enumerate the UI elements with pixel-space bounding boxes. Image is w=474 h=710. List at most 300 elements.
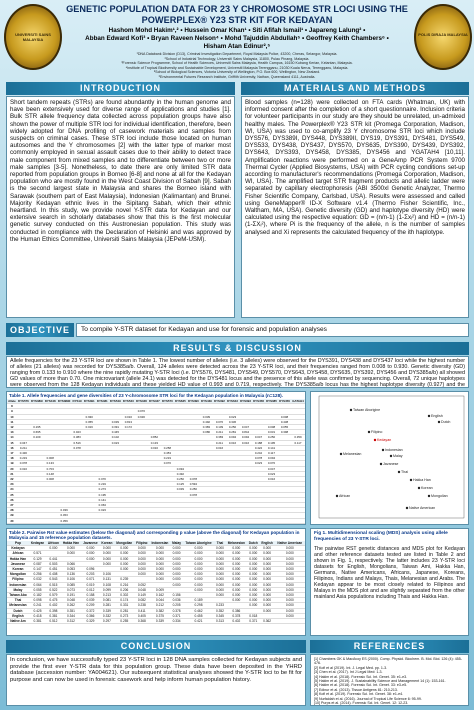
table-header-cell: DYS570 (161, 399, 173, 403)
table-cell: 0.241 (29, 603, 46, 608)
table-cell (265, 523, 278, 525)
table-cell: 0.102 (109, 435, 122, 440)
table-cell: 0.000 (134, 556, 149, 561)
table-cell: 0.000 (226, 587, 248, 592)
table-cell: 0.000 (226, 567, 248, 572)
table-cell: 0.503 (46, 561, 61, 566)
table-cell (44, 523, 57, 525)
table-cell: 0.052 (134, 582, 149, 587)
table-cell: 0.242 (252, 451, 265, 456)
table-cell: 0.344 (61, 613, 82, 618)
table-cell: 0.078 (252, 456, 265, 461)
affiliation: ²School of Industrial Technology, Universiti Sains Malaysia, 11800, Pulau Pinang, Malaysia. (164, 56, 310, 61)
table-cell: 0.000 (259, 577, 274, 582)
table-cell: 0.039 (109, 419, 122, 424)
table-cell: 0.383 (200, 425, 213, 430)
table-cell: 0.391 (109, 425, 122, 430)
table-cell: 0.281 (100, 603, 115, 608)
table-cell: 0.000 (100, 556, 115, 561)
table-cell: 0.000 (215, 572, 224, 577)
table-cell: 20 (7, 466, 17, 471)
table-cell: 0.070 (213, 419, 226, 424)
table-cell: 15 (7, 440, 17, 445)
table-cell: 0.078 (187, 492, 200, 497)
table-cell: Thai (7, 598, 29, 603)
table-cell: 0.421 (183, 619, 215, 624)
table-cell: 0.000 (226, 598, 248, 603)
table-header-cell: English (261, 541, 273, 545)
table-cell: 0.012 (81, 587, 99, 592)
table-cell: 0.000 (226, 593, 248, 598)
table-cell: 0.211 (213, 430, 226, 435)
table-cell: 0.209 (81, 603, 99, 608)
table-cell: 0.205 (170, 603, 182, 608)
mds-plot (311, 392, 468, 524)
mds-label: Indonesian (385, 448, 403, 453)
table-cell: 0.000 (247, 587, 259, 592)
table-cell: 0.000 (215, 577, 224, 582)
table-cell (83, 523, 96, 525)
table-header-cell: Taiwan Aborigine (183, 541, 215, 546)
table-cell: 0.096 (81, 567, 99, 572)
table-cell: 0.211 (213, 440, 226, 445)
table-cell (7, 523, 17, 525)
table-cell: 0.000 (247, 556, 259, 561)
table-cell: 0.039 (81, 598, 99, 603)
table-cell: 0.000 (226, 551, 248, 556)
table-cell: 0.383 (213, 435, 226, 440)
table-cell: 0.000 (275, 598, 305, 603)
table-cell: 0.081 (100, 598, 115, 603)
police-logo (414, 4, 472, 70)
table-cell: 0.023 (265, 471, 278, 476)
table-cell: 0.055 (83, 419, 96, 424)
table-cell: 0.106 (61, 577, 82, 582)
table-cell: 0.000 (149, 551, 170, 556)
methods-box (241, 96, 469, 318)
table-cell: 0.149 (134, 593, 149, 598)
table-cell: 0.000 (149, 567, 170, 572)
introduction-box (6, 96, 235, 318)
table-cell: 0.000 (81, 546, 99, 551)
table-header-cell: GATAH4 (292, 399, 304, 403)
table-cell: 0.331 (114, 603, 134, 608)
table-cell: 0.047 (17, 440, 30, 445)
table-cell: 0.174 (114, 598, 134, 603)
table-cell: 0.082 (134, 598, 149, 603)
table-cell: 0.368 (134, 619, 149, 624)
table-cell: 0.000 (247, 577, 259, 582)
affiliation: ⁴Institute of Tropical Biodiversity and Sustainable Development, Universiti Malaysia Terengganu, 21030 Kuala Nerus, Terengganu, Malaysia. (125, 65, 349, 70)
table1 (7, 399, 305, 525)
table-cell: 0.106 (100, 572, 115, 577)
table-cell: 0.000 (100, 546, 115, 551)
table-cell (226, 523, 239, 525)
table-cell: 0.000 (183, 572, 215, 577)
table-cell: 0.402 (46, 603, 61, 608)
table-cell: 0.000 (275, 556, 305, 561)
table-cell: 0.579 (46, 593, 61, 598)
mds-point (350, 409, 352, 411)
usm-logo (4, 4, 62, 70)
table-cell: 0.023 (109, 440, 122, 445)
table-cell: 0.000 (259, 561, 274, 566)
table-cell: 0.372 (81, 608, 99, 613)
table-cell (161, 523, 174, 525)
table-cell: 0.000 (215, 582, 224, 587)
table-cell: 0.000 (61, 546, 82, 551)
table-cell: 0.195 (30, 425, 44, 430)
table-cell: 0.339 (149, 619, 170, 624)
authors-line1: Hashom Mohd Hakim¹,² • Hussein Omar Khan¹ • Siti Afifah Ismail¹ • Japareng Lalung² • (108, 27, 366, 34)
table-cell: 19 (7, 461, 17, 466)
table-cell: 0.453 (57, 513, 72, 518)
table-cell: 0.371 (247, 619, 259, 624)
table-cell: 0.256 (29, 572, 46, 577)
mds-label: Native American (409, 506, 436, 511)
mds-label: Javanese (383, 462, 399, 467)
table-cell: 0.000 (134, 572, 149, 577)
reference-item: [10] Purps et al. (2014). Forensic Sci. Int. Genet. 12: 12-23. (314, 701, 409, 706)
table-cell: 0.000 (247, 598, 259, 603)
table-cell: 0.000 (259, 603, 274, 608)
mds-point (390, 455, 392, 457)
table-cell: 0.048 (134, 587, 149, 592)
table-cell: 0.000 (170, 582, 182, 587)
table-cell: 0.000 (183, 546, 215, 551)
table-cell: 0.000 (247, 546, 259, 551)
table-cell: 0.000 (170, 577, 182, 582)
affiliation: ³Forensic Science Programme, School of Health Sciences, Universiti Sains Malaysia, Health Campus, 16150 Kubang Kerian, Kelantan, Malaysia. (121, 61, 353, 66)
table-cell: 0.000 (275, 567, 305, 572)
table-header-cell: Melanesian (226, 541, 248, 546)
table-header-cell: DYS389II (57, 399, 71, 403)
methods-header: MATERIALS AND METHODS (241, 82, 469, 95)
mds-label: Korean (421, 486, 433, 491)
table-cell: 0.381 (29, 619, 46, 624)
table-row (7, 619, 305, 624)
table-cell: 0.371 (170, 613, 182, 618)
reference-item: [6] Hakim et al. (2018). Forensic Sci. Int. Genet. 33: e3-e5. (314, 683, 408, 688)
table-cell: 0.273 (114, 613, 134, 618)
table-cell: 0.000 (226, 556, 248, 561)
conclusion-header: CONCLUSION (6, 640, 306, 653)
table-cell: 0.188 (252, 440, 265, 445)
table-cell: 0.206 (114, 587, 134, 592)
table-cell: 0.117 (291, 440, 305, 445)
figure1-caption: Fig 1. Multidimensional scaling (MDS) analysis using allele frequencies of 23 Y-STR loci. (314, 531, 448, 542)
table-cell: 0.302 (114, 593, 134, 598)
table-cell: 0.297 (100, 619, 115, 624)
mds-point (340, 453, 342, 455)
table-cell: 0.000 (259, 551, 274, 556)
table-cell: 0.023 (71, 430, 82, 435)
table-cell: 0.000 (170, 546, 182, 551)
table-cell: 0.039 (200, 414, 213, 419)
table-header-cell: DYS481 (96, 399, 108, 403)
table-cell: 0.000 (215, 567, 224, 572)
table-header-cell: DYS390 (188, 399, 199, 403)
table-cell: 0.094 (265, 456, 278, 461)
table-cell: 0.492 (200, 419, 213, 424)
table-cell: Melanesian (7, 603, 29, 608)
mds-label: Melanesian (343, 452, 362, 457)
table-header-cell: DYS448 (44, 399, 56, 403)
table-cell: 0.281 (226, 430, 239, 435)
mds-label: Taiwan Aborigine (353, 408, 381, 413)
table-cell: 0.000 (81, 556, 99, 561)
mds-point (428, 495, 430, 497)
table-cell: 0.273 (96, 487, 109, 492)
table-cell: 0.425 (29, 608, 46, 613)
table-cell: 0.000 (114, 567, 134, 572)
table-cell: 0.000 (259, 582, 274, 587)
table-cell: 0.000 (215, 561, 224, 566)
table-header-cell: DYS643 (227, 399, 238, 403)
table-cell: 0.117 (265, 451, 278, 456)
table-cell: 0.055 (29, 587, 46, 592)
table-cell: 0.008 (278, 414, 291, 419)
table-cell: 16 (7, 445, 17, 450)
table2-title: Table 2. Pairwise Rst value estimates (below the diagonal) and corresponding p value (above the diagonal) for Kedayan population in Malaysia and 15 reference population datasets. (9, 530, 300, 540)
affiliation: ⁶Environmental Futures Research Institute, Griffith University, Nathan, Queensland 4111, Australia. (158, 74, 316, 79)
table-cell: 0.016 (17, 466, 30, 471)
table-cell: 0.098 (29, 598, 46, 603)
table-cell: 0.000 (183, 587, 215, 592)
table-cell: 0.066 (61, 561, 82, 566)
table-cell (17, 523, 30, 525)
table-header-cell: Filipino (136, 541, 148, 545)
table-cell: 0.009 (149, 587, 170, 592)
table-cell: 0.000 (215, 593, 224, 598)
table-cell: 0.451 (46, 567, 61, 572)
table-header-cell: Pop (7, 541, 29, 546)
table-cell: 0.441 (46, 556, 61, 561)
table-header-cell: DYS385 (266, 399, 277, 403)
conclusion-box (6, 654, 306, 706)
table-cell: 0.352 (215, 608, 224, 613)
mds-label: Kedayan (377, 438, 392, 443)
table-cell: 0.000 (149, 572, 170, 577)
table-cell: 0.073 (61, 587, 82, 592)
table-cell: 0.000 (275, 593, 305, 598)
table-cell: 0.000 (259, 572, 274, 577)
methods-text: Blood samples (n=128) were collected on FTA cards (Whatman, UK) with informed consent after the completion of a short questionnaire. Inclusion criteria for volunteer participants in our study are they should be unrelated, un-admixed healthy males. The Powerplex® Y23 STR kit (Promega Corporation, Madison, WI, USA) was used to co-amplify 23 Y chromosome STR loci which include DYS576, DYS389I, DYS448, DYS389II, DYS19, DYS391, DYS481, DYS549, DYS533, DYS438, DYS437, DYS570, DYS635, DYS390, DYS439, DYS392, DYS643, DYS393, DYS458, DYS385, DYS456 and YGATAH4 [10,11]. Amplification reactions were performed on a GeneAmp PCR System 9700 Thermal Cycler (Applied Biosystems, USA) with PCR cycling conditions set-up according to manufacturer's recommendations (Promega Corporation, Madison, WI, USA). The amplified target STR fragment products and allelic ladder were separated by capillary electrophoresis (ABI 3500xl Genetic Analyzer, Thermo Fisher Scientific Company, Carlsbad, USA). Results were assessed and called using GeneMapper® ID-X Software v1.4 (Thermo Fisher Scientific, Inc., Waltham, MA, USA). Genetic diversity (GD) and haplotype diversity (HD) were calculated using the respective equation: GD = (n/n-1) (1-Σxᵢ²) and HD = (n/n-1) (1-ΣXᵢ²), where Pi is the frequency of the allele, n is the number of samples analysed and Xi represents the calculated frequency of the ith haplotype. (245, 99, 465, 236)
table-cell: 0.329 (81, 619, 99, 624)
table-cell: 0.156 (170, 593, 182, 598)
table-cell (213, 523, 226, 525)
table-cell: 0.402 (226, 619, 248, 624)
usm-logo-text: UNIVERSITI SAINS MALAYSIA (15, 32, 51, 42)
table-cell: 0.000 (149, 577, 170, 582)
table-cell: 0.405 (134, 613, 149, 618)
table-cell: 0.455 (183, 613, 215, 618)
table-cell: 0.000 (149, 546, 170, 551)
table-header-cell: Indonesian (149, 541, 170, 546)
table-cell: 0.000 (275, 551, 305, 556)
table-cell: 0.250 (265, 435, 278, 440)
table-cell: 29 (7, 513, 17, 518)
table-cell: 0.158 (81, 593, 99, 598)
table-cell: 0.543 (46, 577, 61, 582)
table-cell: Taiwan Abo (7, 593, 29, 598)
table-cell: Filipino (7, 577, 29, 582)
table-cell: 0.000 (259, 608, 274, 613)
table-cell: 0.055 (278, 425, 291, 430)
table-header-cell: Dutch (248, 541, 258, 545)
table-cell: 0.219 (96, 482, 109, 487)
table-cell: 0.000 (149, 556, 170, 561)
table-header-cell: Malay (172, 541, 181, 545)
table-cell: 13 (7, 430, 17, 435)
mds-point (336, 495, 338, 497)
table-cell: 0.141 (96, 497, 109, 502)
table-cell: 0.016 (122, 414, 135, 419)
mds-point (438, 421, 440, 423)
table-cell: 0.000 (275, 572, 305, 577)
table-header-cell: Mongolian (114, 541, 134, 546)
table-cell: 0.000 (226, 577, 248, 582)
table-cell: 26 (7, 497, 17, 502)
table2-box (6, 528, 306, 636)
mds-point (382, 449, 384, 451)
table-cell: 0.000 (226, 561, 248, 566)
table-cell: 0.064 (29, 582, 46, 587)
table-cell: 0.334 (170, 619, 182, 624)
table-cell (174, 523, 187, 525)
table-cell: 0.078 (17, 461, 30, 466)
table-cell: 0.000 (183, 567, 215, 572)
mds-label: African (339, 494, 351, 499)
table-cell: 0.000 (259, 556, 274, 561)
table-cell: 0.039 (57, 508, 72, 513)
table-cell: 0.362 (259, 619, 274, 624)
introduction-text: Short tandem repeats (STRs) are found abundantly in the human genome and have been extensively used for diverse range of applications and studies [1]. Bulk STR allele frequency data collected across population groups have also shown the power of multiple STR loci for individual identification, therefore, been widely adopted for DNA profiling of casework materials and samples from suspects on criminal cases. These STR loci include those located on human autosomes and the Y chromosomes [2] with the latter type of marker most commonly employed in sexual assault cases due to their ability to detect trace male component from mixed samples and to differentiate between two or more male samples [3-5]. Nonetheless, to date there are only limited STR data reported from population groups in Borneo [6-8] and none at all for the Kedayan population who are mostly found in the West Coast Division of Sabah [9]. Sabah is the second largest state in Malaysia and shares the Borneo island with Sarawak (southern part of East Malaysia), Indonesian (Kalimantan) and Brunei. Majority Kedayan ethnic lives in the Sipitang Sabah, which their ethnic heartland. In this study, we provide novel Y-STR data for Kedayan and our extensive search in scholarly databases show that this is the first molecular genetic survey conducted on this Austronesian population. This study was conducted in compliance with the Declaration of Helsinki and was approved by the Human Ethics Committee, Universiti Sains Malaysia (JEPeM-USM). (10, 99, 231, 243)
table-cell: 0.238 (134, 603, 149, 608)
table-cell: 0.000 (170, 572, 182, 577)
table-cell: 0.383 (71, 435, 82, 440)
table-cell: 0.000 (275, 603, 305, 608)
table-cell: 0.141 (265, 445, 278, 450)
objective-header: OBJECTIVE (6, 323, 74, 337)
table-cell: 22 (7, 477, 17, 482)
table-cell: 0.039 (174, 487, 187, 492)
table-cell: 0.000 (183, 561, 215, 566)
table-cell: Indonesian (7, 582, 29, 587)
table-cell: 0.047 (239, 425, 252, 430)
table-cell (187, 523, 200, 525)
mds-point (410, 479, 412, 481)
table-cell: 0.000 (183, 582, 215, 587)
table-cell: 0.023 (226, 414, 239, 419)
table-cell: 0.070 (96, 477, 109, 482)
references-list (311, 655, 468, 706)
table-cell: Korean (7, 567, 29, 572)
table-cell: 0.094 (174, 466, 187, 471)
table-cell: 0.336 (226, 419, 239, 424)
table-cell (96, 523, 109, 525)
table-cell: 0.250 (174, 477, 187, 482)
table-cell: 0.000 (259, 546, 274, 551)
table-cell: 0.000 (134, 567, 149, 572)
table-cell (291, 523, 305, 525)
table-cell: 0.000 (275, 608, 305, 613)
authors-line3: Hisham Atan Edinur²,⁵ (203, 43, 271, 50)
table-cell: 0.094 (226, 435, 239, 440)
table-cell: 0.047 (265, 466, 278, 471)
table-cell: English (7, 613, 29, 618)
table-cell: 0.063 (96, 503, 109, 508)
table-cell: 0.000 (247, 582, 259, 587)
table-cell: 0.000 (226, 546, 248, 551)
reference-item: [2] Kofi et al (2019). Int. J. Legal Med. pp. 1-3. (314, 665, 388, 670)
objective-box (76, 323, 469, 337)
mds-point (418, 487, 420, 489)
table-cell: 0.031 (265, 430, 278, 435)
table-cell: 0.000 (81, 551, 99, 556)
table-cell: 0.047 (252, 435, 265, 440)
table-cell: 0.148 (44, 471, 57, 476)
table-cell: 0.032 (29, 577, 46, 582)
table-cell: 0.522 (46, 587, 61, 592)
table-cell: 0.813 (122, 419, 135, 424)
table-cell: 0.078 (71, 445, 82, 450)
table-header-cell: DYS19 (72, 399, 82, 403)
table-cell: 0.133 (44, 461, 57, 466)
table-header-cell: Korean (101, 541, 113, 545)
table-cell: 0.000 (215, 546, 224, 551)
table-cell (109, 523, 122, 525)
table-cell: 0.000 (275, 582, 305, 587)
table-cell: 0.930 (135, 414, 148, 419)
table-cell: 0.086 (200, 430, 213, 435)
affiliation: ¹DNA Databank Division (D13), Criminal Investigation Department, Royal Malaysia Police, 43200, Cheras, Selangor, Malaysia. (136, 52, 338, 56)
table-header-cell: DYS456 (279, 399, 290, 403)
table-cell: 0.085 (61, 582, 82, 587)
table-cell: 0.195 (96, 492, 109, 497)
objective-text: To compile Y-STR dataset for Kedayan and use for forensic and population analyses (81, 326, 327, 333)
table-cell: 0.375 (149, 613, 170, 618)
table-cell: 0.298 (183, 603, 215, 608)
table-cell: 0.000 (259, 593, 274, 598)
table-cell: Kedayan (7, 546, 29, 551)
mds-point (380, 463, 382, 465)
table-cell: 0.213 (100, 593, 115, 598)
mds-label: English (431, 414, 443, 419)
table-row (7, 523, 305, 525)
mds-point (406, 507, 408, 509)
table-cell: 0.411 (134, 608, 149, 613)
table-cell: 0.129 (29, 556, 46, 561)
police-logo-text: POLIS DIRAJA MALAYSIA (418, 32, 468, 37)
table-cell: 0.332 (100, 613, 115, 618)
table-cell: 0.036 (170, 598, 182, 603)
table-cell: 0.000 (247, 567, 259, 572)
mds-point (374, 439, 376, 441)
table-cell: 0.048 (61, 598, 82, 603)
mds-label: Filipino (371, 430, 383, 435)
table-cell: Native Am (7, 619, 29, 624)
table-cell: 0.381 (46, 613, 61, 618)
table-cell: 0.211 (17, 445, 30, 450)
table-cell: Dutch (7, 608, 29, 613)
table-cell: 0.250 (226, 425, 239, 430)
table-cell: 0.281 (114, 608, 134, 613)
reference-item: [8] Kofi et al. (2019). Forensic Sci. Int. Genet. 38: e1-e4. (314, 692, 404, 697)
results-text: Allele frequencies for the 23 Y-STR loci are shown in Table 1. The lowest number of alleles (i.e. 3 alleles) were observed for the DYS391, DYS438 and DYS437 loci while the highest number of alleles (21 alleles) was recorded for DYS385a/b. Overall, 124 alleles were detected across the 23 Y-STR loci, and their frequencies ranged from 0.008 to 0.930. Genetic diversity (GD) ranging from 0.133 to 0.910 where the nine rapidly mutating Y-STR loci (i.e. DYS576, DYS481, DYS549, DYS570, DYS643, DYS458, DYS635, DYS392, DYS456 and DYS385a/b) all showed GD values of more than 0.70. One microvariant (allele 24.1) was detected for the DYS481 locus and the presence of this allele was confirmed by sequencing. Overall, 72 unique haplotypes were observed from the 128 Kedayan individuals and these yielded HD value of 0.993 and 0.719, respectively. The DYS385a/b locus has the highest haplotype diversity (0.927) and the (10, 358, 465, 388)
references-header: REFERENCES (310, 640, 469, 653)
table-cell: 0.016 (83, 425, 96, 430)
